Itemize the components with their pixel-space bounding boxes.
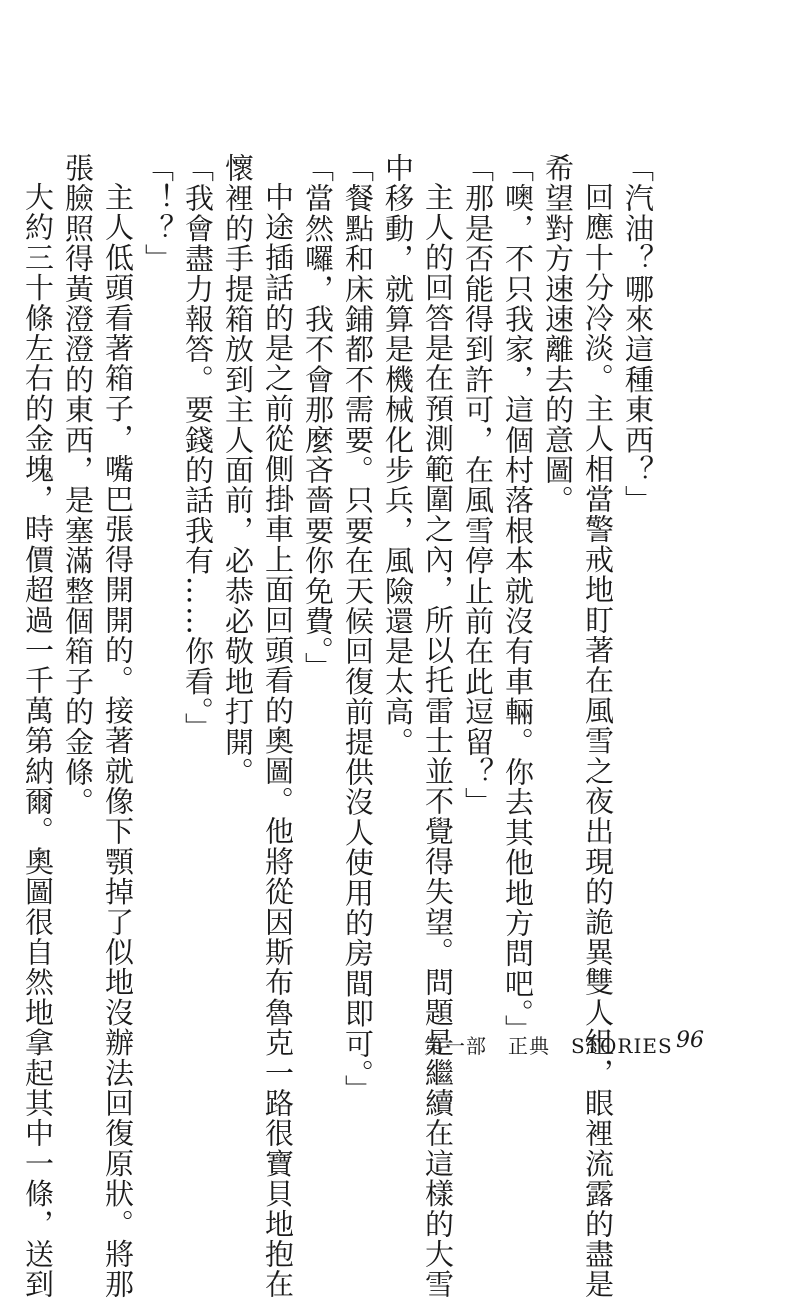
text-column: 大約三十條左右的金塊，時價超過一千萬第納爾。奧圖很自然地拿起其中一條，送到 [21, 182, 55, 1299]
text-column: 「噢，不只我家，這個村落根本就沒有車輛。你去其他地方問吧。」 [501, 153, 535, 1045]
text-column: 中移動，就算是機械化步兵，風險還是太高。 [381, 153, 415, 757]
text-column: 「那是否能得到許可，在風雪停止前在此逗留？」 [461, 153, 495, 818]
page-footer [0, 1022, 800, 1062]
text-column: 希望對方速速離去的意圖。 [541, 153, 575, 516]
text-column: 張臉照得黃澄澄的東西，是塞滿整個箱子的金條。 [61, 153, 95, 818]
text-column: 主人的回答是在預測範圍之內，所以托雷士並不覺得失望。問題是繼續在這樣的大雪 [421, 182, 455, 1299]
text-column: 「餐點和床鋪都不需要。只要在天候回復前提供沒人使用的房間即可。」 [341, 153, 375, 1105]
page-number: 96 [676, 1028, 704, 1053]
text-column: 中途插話的是之前從側掛車上面回頭看的奧圖。他將從因斯布魯克一路很寶貝地抱在 [261, 182, 295, 1299]
body-text [18, 153, 658, 1299]
running-head: 第一部 正典 STORIES [424, 1034, 673, 1058]
text-column: 回應十分冷淡。主人相當警戒地盯著在風雪之夜出現的詭異雙人組，眼裡流露的盡是 [581, 182, 615, 1299]
text-column: 主人低頭看著箱子，嘴巴張得開開的。接著就像下顎掉了似地沒辦法回復原狀。將那 [101, 182, 135, 1299]
text-column: 「我會盡力報答。要錢的話我有……你看。」 [181, 153, 215, 743]
text-column: 「汽油？哪來這種東西？」 [621, 153, 655, 516]
text-column: 懷裡的手提箱放到主人面前，必恭必敬地打開。 [221, 153, 255, 788]
text-column: 「當然囉，我不會那麼吝嗇要你免費。」 [301, 153, 335, 683]
text-column: 「！？」 [141, 153, 175, 274]
